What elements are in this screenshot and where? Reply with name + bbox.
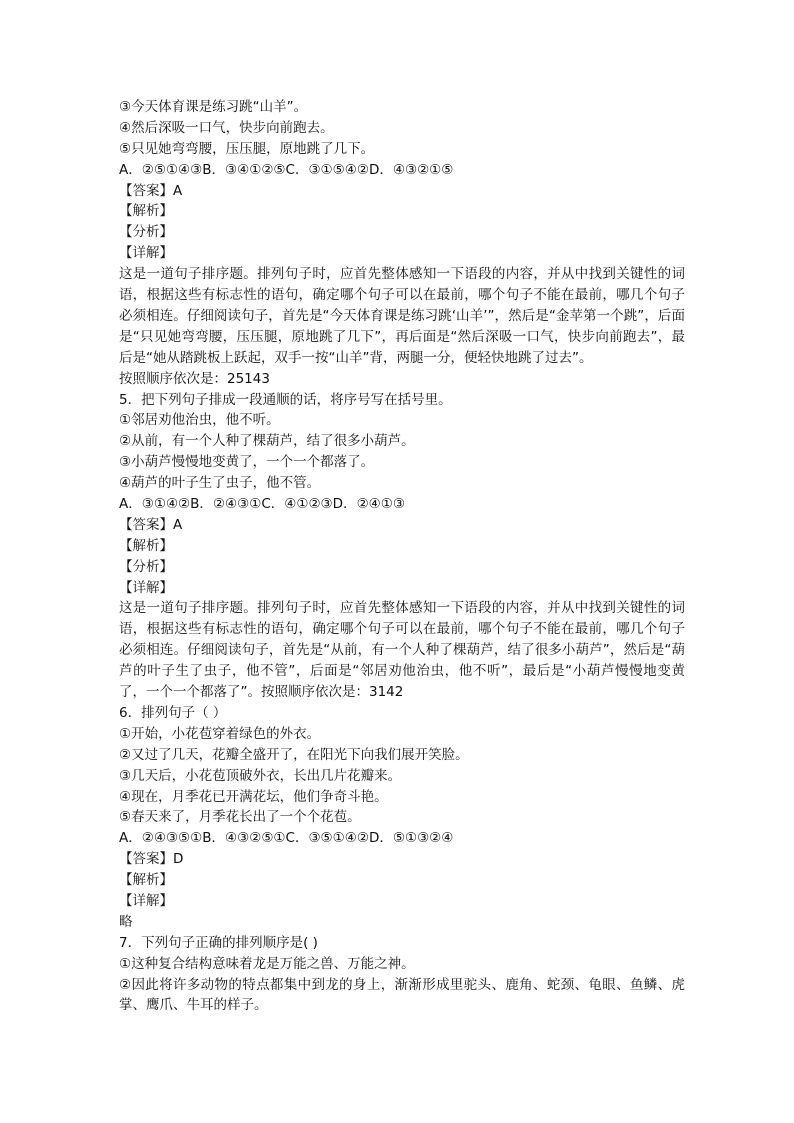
q6-answer: 【答案】D	[119, 851, 184, 868]
q4-option-c: C．③①⑤④②	[285, 161, 369, 178]
q5-option-d: D．②④①③	[332, 496, 405, 512]
q5-fenxi-label: 【分析】	[119, 558, 173, 575]
q5-option-c: C．④①②③	[261, 496, 333, 512]
q4-xiangjie-label: 【详解】	[119, 245, 173, 262]
q5-item: ①邻居劝他治虫，他不听。	[119, 412, 280, 429]
q5-item: ③小葫芦慢慢地变黄了，一个一个都落了。	[119, 454, 375, 471]
q4-options	[119, 160, 685, 181]
q6-option-c: C．③⑤①④②	[285, 830, 369, 847]
q6-option-d: D．⑤①③②④	[368, 830, 454, 847]
q6-item: ③几天后，小花苞顶破外衣，长出几片花瓣来。	[119, 767, 402, 784]
q5-item: ②从前，有一个人种了棵葫芦，结了很多小葫芦。	[119, 433, 415, 450]
q5-xiangjie-label: 【详解】	[119, 579, 173, 596]
sentence-item: ③今天体育课是练习跳“山羊”。	[119, 99, 308, 115]
q5-explanation: 这是一道句子排序题。排列句子时，应首先整体感知一下语段的内容，并从中找到关键性的词语，根据这些有标志性的语句，确定哪个句子可以在最前，哪个句子不能在最前，哪几个句子必须相连。仔细阅读句子，首先是“从前，有一个人种了棵葫芦，结了很多小葫芦”，然后是“葫芦的叶子生了虫子，他不管”，后面是“邻居劝他治虫，他不听”，最后是“小葫芦慢慢地变黄了，一个一个都落了”。按照顺序依次是：3142	[119, 600, 685, 701]
q4-jiexi-label: 【解析】	[119, 203, 173, 220]
q5-answer: 【答案】A	[119, 516, 183, 533]
q4-option-a: A．②⑤①④③	[119, 161, 203, 178]
q4-order: 按照顺序依次是：25143	[119, 370, 270, 387]
q7-item: ①这种复合结构意味着龙是万能之兽、万能之神。	[119, 955, 415, 972]
q6-jiexi-label: 【解析】	[119, 872, 173, 889]
document-page	[119, 97, 685, 1016]
q6-note: 略	[119, 913, 133, 930]
q6-title: 6．排列句子（ ）	[119, 704, 227, 721]
q4-answer: 【答案】A	[119, 182, 183, 199]
q7-title: 7．下列句子正确的排列顺序是( )	[119, 934, 318, 951]
q4-explanation: 这是一道句子排序题。排列句子时，应首先整体感知一下语段的内容，并从中找到关键性的词语，根据这些有标志性的语句，确定哪个句子可以在最前，哪个句子不能在最前，哪几个句子必须相连。仔细阅读句子，首先是“今天体育课是练习跳‘山羊’”，然后是“金苹第一个跳”，后面是“只见她弯弯腰，压压腿，原地跳了几下”，再后面是“然后深吸一口气，快步向前跑去”，最后是“她从踏跳板上跃起，双手一按“山羊”背，两腿一分，便轻快地跳了过去”。	[119, 266, 685, 366]
q6-options	[119, 828, 685, 849]
sentence-item: ⑤只见她弯弯腰，压压腿，原地跳了几下。	[119, 140, 375, 157]
q5-jiexi-label: 【解析】	[119, 537, 173, 554]
q5-item: ④葫芦的叶子生了虫子，他不管。	[119, 475, 321, 492]
q6-option-a: A．②④③⑤①	[119, 830, 203, 847]
q5-options	[119, 494, 685, 515]
q6-item: ②又过了几天，花瓣全盛开了，在阳光下向我们展开笑脸。	[119, 746, 469, 763]
q5-title: 5．把下列句子排成一段通顺的话，将序号写在括号里。	[119, 391, 452, 408]
sentence-item: ④然后深吸一口气，快步向前跑去。	[119, 119, 334, 136]
q6-item: ①开始，小花苞穿着绿色的外衣。	[119, 725, 321, 742]
q6-item: ⑤春天来了，月季花长出了一个个花苞。	[119, 809, 361, 826]
q5-option-a: A．③①④②	[119, 496, 191, 512]
q4-option-b: B．③④①②⑤	[202, 161, 286, 178]
q6-option-b: B．④③②⑤①	[202, 830, 286, 847]
q6-xiangjie-label: 【详解】	[119, 893, 173, 909]
q6-item: ④现在，月季花已开满花坛，他们争奇斗艳。	[119, 788, 388, 805]
q4-option-d: D．④③②①⑤	[368, 161, 454, 178]
q5-option-b: B．②④③①	[190, 496, 262, 512]
q7-item: ②因此将许多动物的特点都集中到龙的身上，渐渐形成里驼头、鹿角、蛇颈、龟眼、鱼鳞、虎掌、鹰爪、牛耳的样子。	[119, 976, 685, 1014]
q4-fenxi-label: 【分析】	[119, 224, 173, 241]
